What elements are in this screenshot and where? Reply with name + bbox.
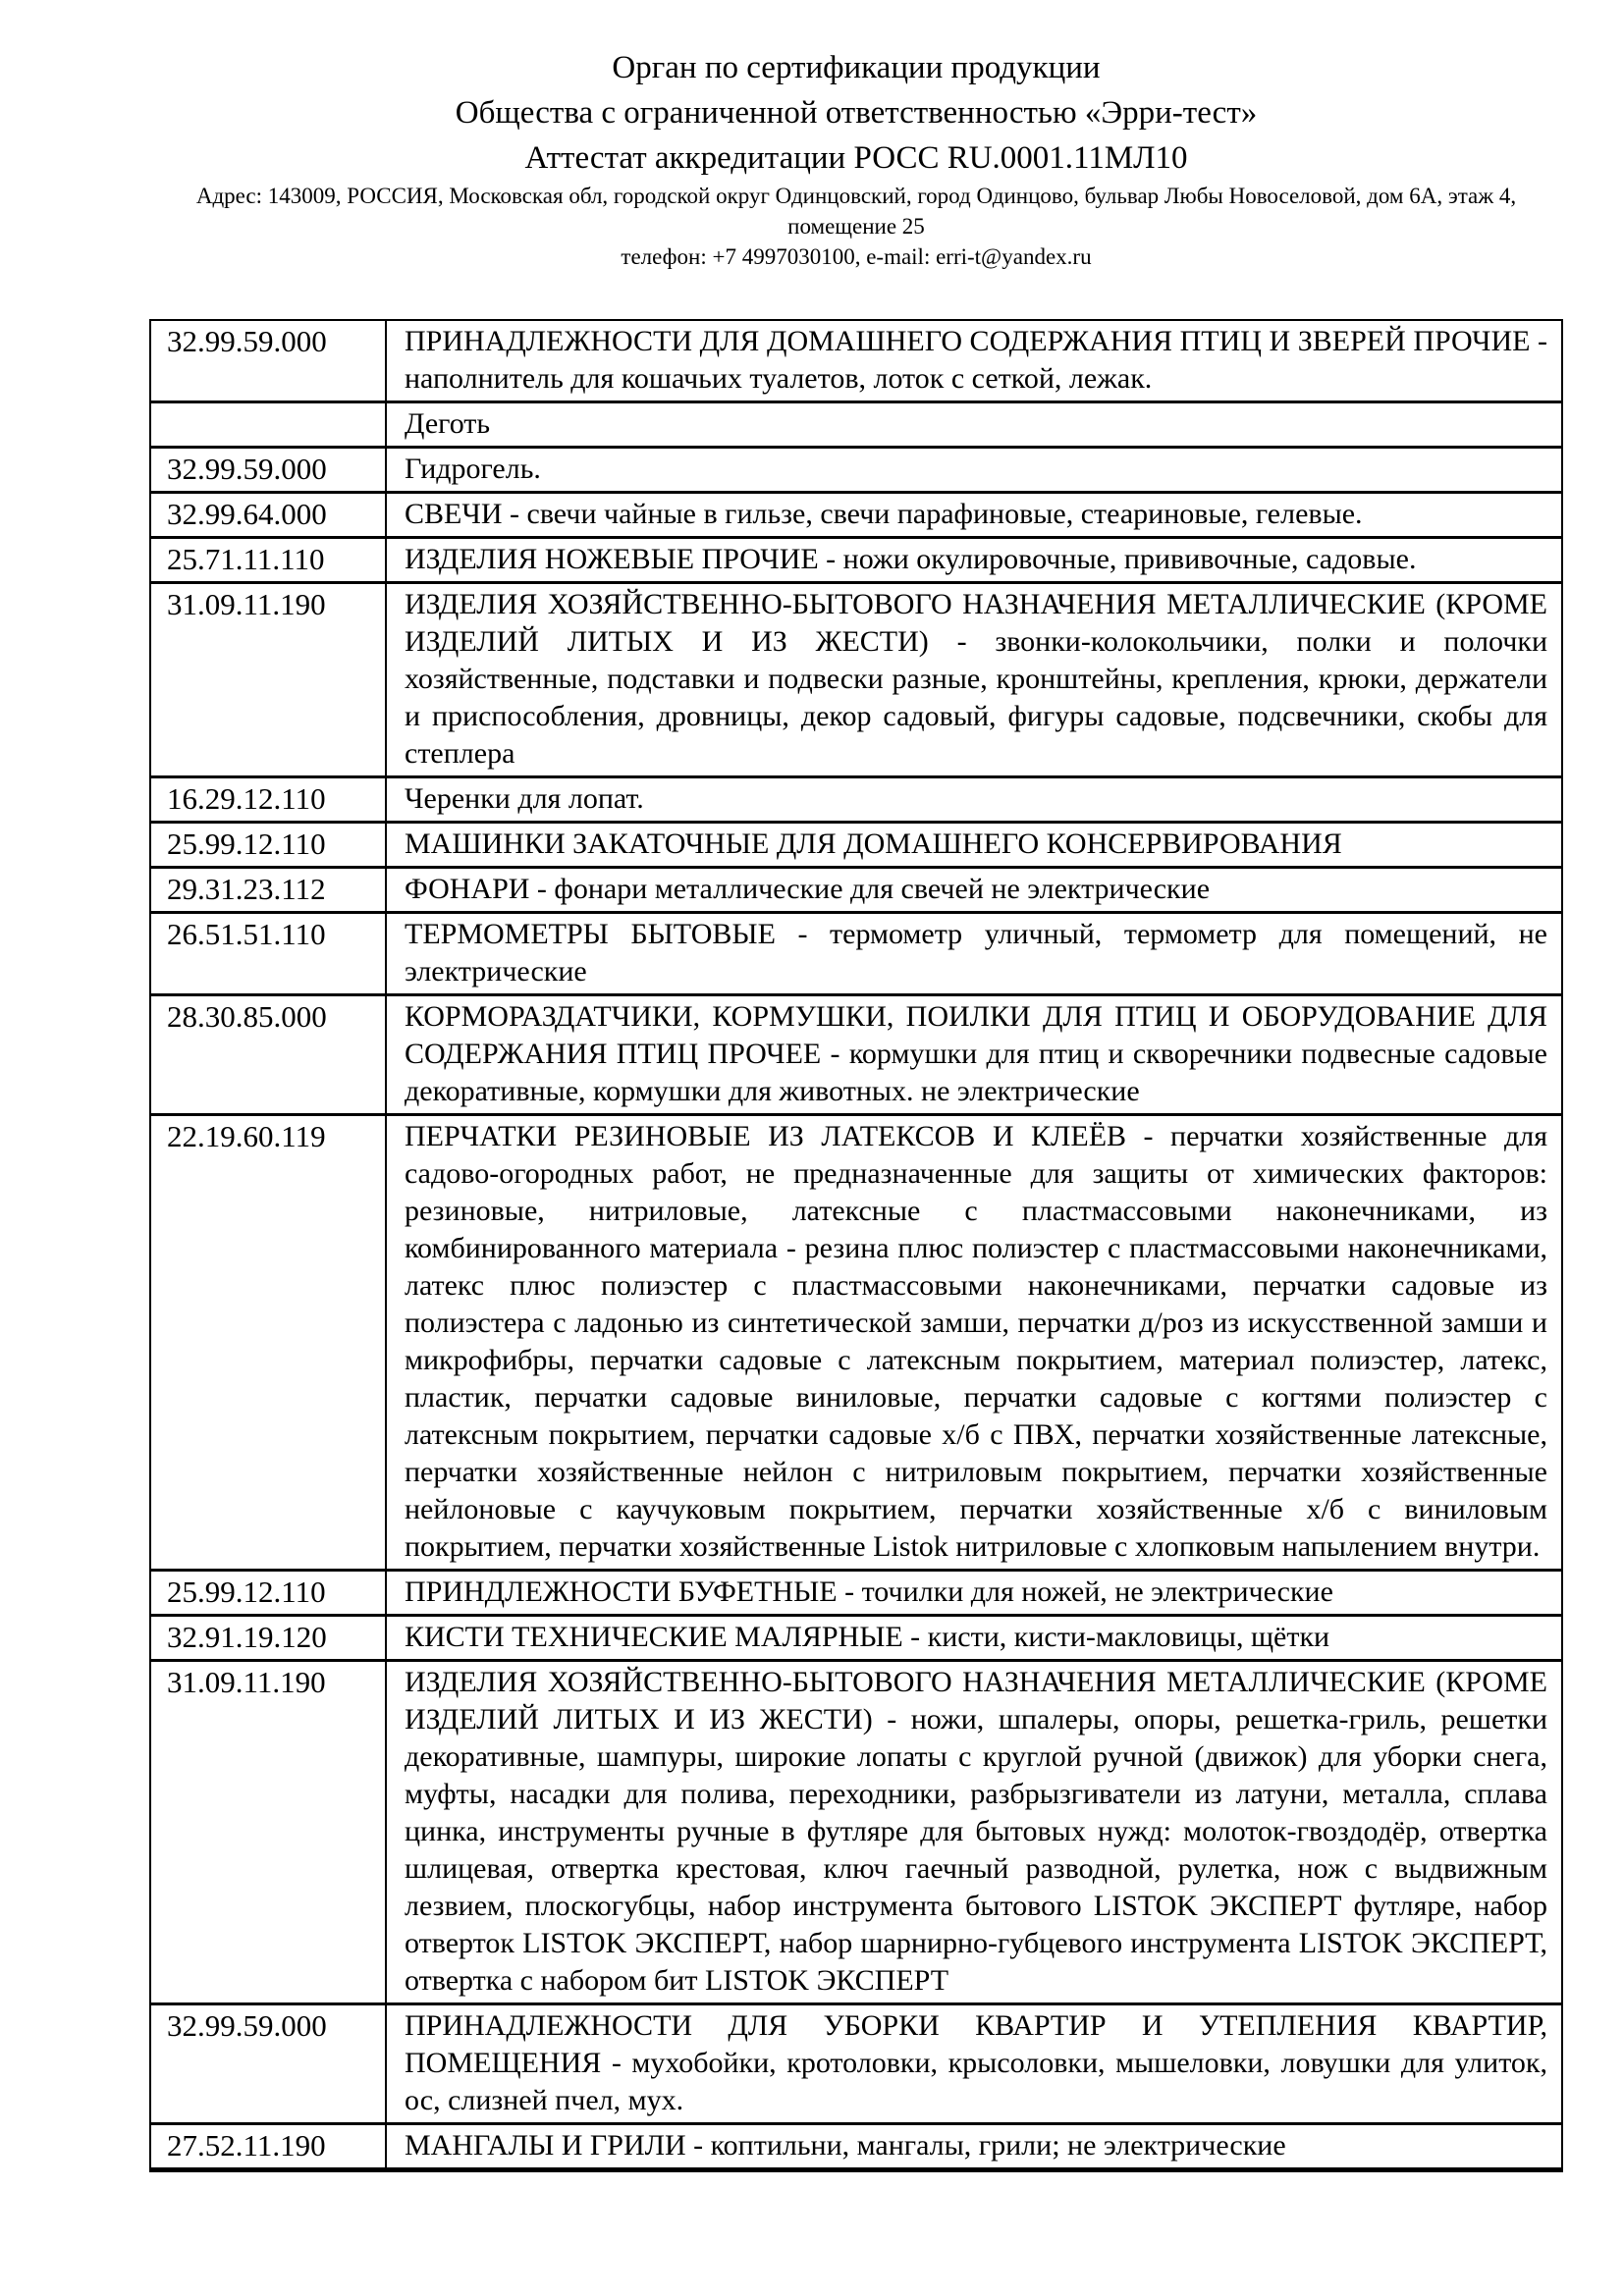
header-org-line2: Общества с ограниченной ответственностью «Эрри-тест» (455, 95, 1258, 131)
description-cell: КОРМОРАЗДАТЧИКИ, КОРМУШКИ, ПОИЛКИ ДЛЯ ПТИЦ И ОБОРУДОВАНИЕ ДЛЯ СОДЕРЖАНИЯ ПТИЦ ПРОЧЕЕ - кормушки для птиц и скворечники подвесные садовые декоративные, кормушки для животных. не электрические (386, 995, 1562, 1115)
table-row (150, 493, 1562, 538)
code-cell: 25.99.12.110 (150, 823, 386, 868)
table-row (150, 320, 1562, 402)
code-cell: 26.51.51.110 (150, 913, 386, 995)
description-cell: Деготь (386, 402, 1562, 448)
description-cell: ИЗДЕЛИЯ ХОЗЯЙСТВЕННО-БЫТОВОГО НАЗНАЧЕНИЯ МЕТАЛЛИЧЕСКИЕ (КРОМЕ ИЗДЕЛИЙ ЛИТЫХ И ИЗ ЖЕСТИ) - звонки-колокольчики, полки и полочки хозяйственные, подставки и подвески разные, кронштейны, крепления, крюки, держатели и приспособления, дровницы, декор садовый, фигуры садовые, подсвечники, скобы для степлера (386, 583, 1562, 777)
code-cell: 27.52.11.190 (150, 2124, 386, 2170)
description-cell: ТЕРМОМЕТРЫ БЫТОВЫЕ - термометр уличный, термометр для помещений, не электрические (386, 913, 1562, 995)
code-cell: 22.19.60.119 (150, 1115, 386, 1571)
code-cell: 31.09.11.190 (150, 583, 386, 777)
description-cell: ИЗДЕЛИЯ ХОЗЯЙСТВЕННО-БЫТОВОГО НАЗНАЧЕНИЯ МЕТАЛЛИЧЕСКИЕ (КРОМЕ ИЗДЕЛИЙ ЛИТЫХ И ИЗ ЖЕСТИ) - ножи, шпалеры, опоры, решетка-гриль, решетки декоративные, шампуры, широкие лопаты с круглой ручной (движок) для уборки снега, муфты, насадки для полива, переходники, разбрызгиватели из латуни, металла, сплава цинка, инструменты ручные в футляре для бытовых нужд: молоток-гвоздодёр, отвертка шлицевая, отвертка крестовая, ключ гаечный разводной, рулетка, нож с выдвижным лезвием, плоскогубцы, набор инструмента бытового LISTOK ЭКСПЕРТ футляре, набор отверток LISTOK ЭКСПЕРТ, набор шарнирно-губцевого инструмента LISTOK ЭКСПЕРТ, отвертка с набором бит LISTOK ЭКСПЕРТ (386, 1661, 1562, 2004)
description-cell: ФОНАРИ - фонари металлические для свечей не электрические (386, 868, 1562, 913)
code-cell: 25.99.12.110 (150, 1571, 386, 1616)
header-org-line1: Орган по сертификации продукции (612, 50, 1101, 85)
description-cell: МАШИНКИ ЗАКАТОЧНЫЕ ДЛЯ ДОМАШНЕГО КОНСЕРВИРОВАНИЯ (386, 823, 1562, 868)
description-cell: ПРИНДЛЕЖНОСТИ БУФЕТНЫЕ - точилки для ножей, не электрические (386, 1571, 1562, 1616)
header-accreditation: Аттестат аккредитации РОСС RU.0001.11МЛ10 (524, 140, 1188, 176)
header-address-line2: помещение 25 (787, 214, 925, 239)
code-cell: 28.30.85.000 (150, 995, 386, 1115)
code-cell: 32.99.59.000 (150, 2004, 386, 2124)
code-cell: 31.09.11.190 (150, 1661, 386, 2004)
table-row (150, 583, 1562, 777)
table-row (150, 913, 1562, 995)
product-table-body (150, 320, 1562, 2170)
description-cell: КИСТИ ТЕХНИЧЕСКИЕ МАЛЯРНЫЕ - кисти, кисти-макловицы, щётки (386, 1616, 1562, 1661)
product-table (149, 319, 1563, 2172)
table-row (150, 1661, 1562, 2004)
code-cell: 32.91.19.120 (150, 1616, 386, 1661)
code-cell: 16.29.12.110 (150, 777, 386, 823)
table-row (150, 1616, 1562, 1661)
table-row (150, 823, 1562, 868)
header-address-line1: Адрес: 143009, РОССИЯ, Московская обл, городской округ Одинцовский, город Одинцово, бульвар Любы Новоселовой, дом 6А, этаж 4, (195, 184, 1517, 208)
description-cell: Черенки для лопат. (386, 777, 1562, 823)
table-row (150, 402, 1562, 448)
code-cell: 32.99.64.000 (150, 493, 386, 538)
code-cell: 25.71.11.110 (150, 538, 386, 583)
table-row (150, 1115, 1562, 1571)
description-cell: СВЕЧИ - свечи чайные в гильзе, свечи парафиновые, стеариновые, гелевые. (386, 493, 1562, 538)
code-cell (150, 402, 386, 448)
code-cell: 29.31.23.112 (150, 868, 386, 913)
table-row (150, 2124, 1562, 2170)
document-header (149, 0, 1563, 272)
table-row (150, 538, 1562, 583)
header-contact-line: телефон: +7 4997030100, e-mail: erri-t@yandex.ru (621, 244, 1092, 269)
description-cell: МАНГАЛЫ И ГРИЛИ - коптильни, мангалы, грили; не электрические (386, 2124, 1562, 2170)
description-cell: ИЗДЕЛИЯ НОЖЕВЫЕ ПРОЧИЕ - ножи окулировочные, прививочные, садовые. (386, 538, 1562, 583)
table-row (150, 448, 1562, 493)
table-row (150, 777, 1562, 823)
table-row (150, 2004, 1562, 2124)
table-row (150, 995, 1562, 1115)
description-cell: Гидрогель. (386, 448, 1562, 493)
description-cell: ПЕРЧАТКИ РЕЗИНОВЫЕ ИЗ ЛАТЕКСОВ И КЛЕЁВ - перчатки хозяйственные для садово-огородных работ, не предназначенные для защиты от химических факторов: резиновые, нитриловые, латексные с пластмассовыми наконечниками, из комбинированного материала - резина плюс полиэстер с пластмассовыми наконечниками, латекс плюс полиэстер с пластмассовыми наконечниками, перчатки садовые из полиэстера с ладонью из синтетической замши, перчатки д/роз из искусственной замши и микрофибры, перчатки садовые с латексным покрытием, материал полиэстер, латекс, пластик, перчатки садовые виниловые, перчатки садовые с когтями полиэстер с латексным покрытием, перчатки садовые х/б с ПВХ, перчатки хозяйственные латексные, перчатки хозяйственные нейлон с нитриловым покрытием, перчатки хозяйственные нейлоновые с каучуковым покрытием, перчатки хозяйственные х/б с виниловым покрытием, перчатки хозяйственные Listok нитриловые с хлопковым напылением внутри. (386, 1115, 1562, 1571)
description-cell: ПРИНАДЛЕЖНОСТИ ДЛЯ ДОМАШНЕГО СОДЕРЖАНИЯ ПТИЦ И ЗВЕРЕЙ ПРОЧИЕ - наполнитель для кошачьих туалетов, лоток с сеткой, лежак. (386, 320, 1562, 402)
table-row (150, 868, 1562, 913)
table-row (150, 1571, 1562, 1616)
code-cell: 32.99.59.000 (150, 320, 386, 402)
description-cell: ПРИНАДЛЕЖНОСТИ ДЛЯ УБОРКИ КВАРТИР И УТЕПЛЕНИЯ КВАРТИР, ПОМЕЩЕНИЯ - мухобойки, кротоловки, крысоловки, мышеловки, ловушки для улиток, ос, слизней пчел, мух. (386, 2004, 1562, 2124)
code-cell: 32.99.59.000 (150, 448, 386, 493)
